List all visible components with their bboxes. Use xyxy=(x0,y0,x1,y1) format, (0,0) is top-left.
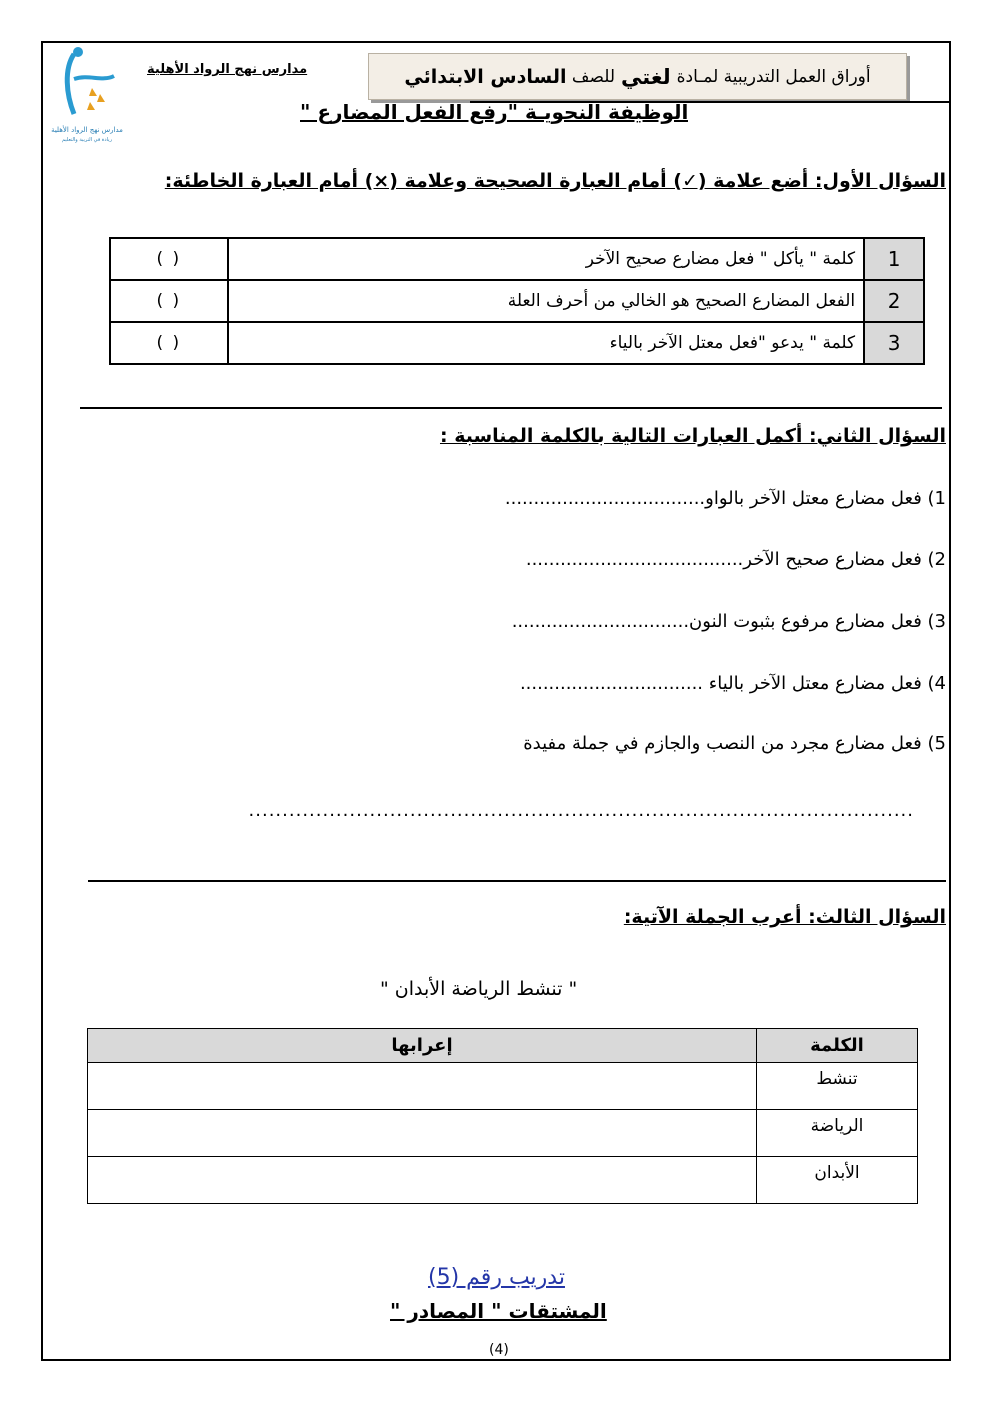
fill-item-4[interactable]: 4) فعل مضارع معتل الآخر بالياء ................................ xyxy=(519,673,946,694)
statement: الفعل المضارع الصحيح هو الخالي من أحرف العلة xyxy=(228,280,864,322)
fill-item-2[interactable]: 2) فعل مضارع صحيح الآخر...................................... xyxy=(525,549,946,570)
divider xyxy=(88,880,946,882)
worksheet-header xyxy=(368,53,907,100)
table-row xyxy=(88,1063,918,1110)
table-row xyxy=(110,280,924,322)
school-name: مدارس نهج الرواد الأهلية xyxy=(147,62,308,77)
table-row xyxy=(110,322,924,364)
row-number: 3 xyxy=(864,322,924,364)
word-cell: تنشط xyxy=(757,1063,918,1110)
table-row xyxy=(88,1157,918,1204)
parse-cell[interactable] xyxy=(88,1063,757,1110)
training-link[interactable]: تدريب رقم (5) xyxy=(428,1265,565,1290)
page-number: (4) xyxy=(489,1342,509,1358)
worksheet-prefix: أوراق العمل التدريبية لمـادة xyxy=(676,66,871,87)
table-row xyxy=(110,238,924,280)
logo-caption: مدارس نهج الرواد الأهلية xyxy=(51,126,123,134)
q1-title: السؤال الأول: أضع علامة (✓) أمام العبارة الصحيحة وعلامة (×) أمام العبارة الخاطئة: xyxy=(164,170,946,192)
row-number: 1 xyxy=(864,238,924,280)
table-row xyxy=(88,1110,918,1157)
divider xyxy=(80,407,942,409)
q3-title: السؤال الثالث: أعرب الجملة الآتية: xyxy=(623,906,946,928)
subject-name: لغتي xyxy=(621,64,671,89)
q1-table xyxy=(109,237,925,365)
next-topic-title: المشتقات " المصادر " xyxy=(390,1299,607,1323)
school-logo xyxy=(44,44,130,144)
word-cell: الأبدان xyxy=(757,1157,918,1204)
parse-cell[interactable] xyxy=(88,1157,757,1204)
col-parse-header: إعرابها xyxy=(88,1029,757,1063)
grade-prefix: للصف xyxy=(571,66,616,87)
fill-item-1[interactable]: 1) فعل مضارع معتل الآخر بالواو................................... xyxy=(504,488,946,509)
q2-title: السؤال الثاني: أكمل العبارات التالية بالكلمة المناسبة : xyxy=(439,425,946,447)
statement: كلمة " يأكل " فعل مضارع صحيح الآخر xyxy=(228,238,864,280)
answer-box[interactable]: ( ) xyxy=(110,238,228,280)
fill-item-3[interactable]: 3) فعل مضارع مرفوع بثبوت النون............................... xyxy=(511,611,946,632)
answer-box[interactable]: ( ) xyxy=(110,322,228,364)
grade-name: السادس الابتدائي xyxy=(404,65,567,88)
logo-tagline: ريادة في التربية والتعليم xyxy=(61,137,113,143)
row-number: 2 xyxy=(864,280,924,322)
parse-table xyxy=(87,1028,918,1204)
fill-item-5: 5) فعل مضارع مجرد من النصب والجازم في جملة مفيدة xyxy=(523,733,946,754)
parse-cell[interactable] xyxy=(88,1110,757,1157)
answer-line[interactable]: ................................................................................................... xyxy=(248,800,914,821)
col-word-header: الكلمة xyxy=(757,1029,918,1063)
word-cell: الرياضة xyxy=(757,1110,918,1157)
answer-box[interactable]: ( ) xyxy=(110,280,228,322)
parse-sentence: " تنشط الرياضة الأبدان " xyxy=(380,978,578,1000)
statement: كلمة " يدعو "فعل معتل الآخر بالياء xyxy=(228,322,864,364)
lesson-title: الوظيفة النحويـة "رفع الفعل المضارع " xyxy=(300,100,689,124)
